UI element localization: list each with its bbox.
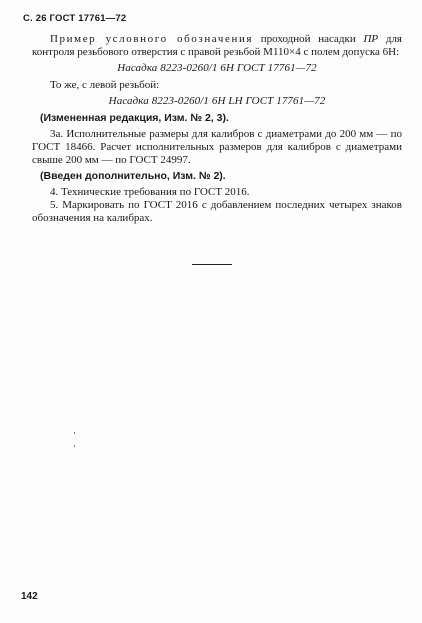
amendment-note-2: (Введен дополнительно, Изм. № 2). [40,170,226,182]
example-text: проходной насадки [253,33,364,45]
clause-4: 4. Технические требования по ГОСТ 2016. [50,186,250,198]
document-body [32,33,402,225]
left-thread-paragraph: То же, с левой резьбой: [50,79,160,91]
scan-speck [74,445,75,447]
end-divider [192,264,232,265]
designation-formula-right: Насадка 8223-0260/1 6H ГОСТ 17761—72 [117,62,317,74]
example-pr-mark: ПР [363,33,379,45]
example-text-tail: для контроля резьбового отверстия с правой резьбой М110×4 с полем допуска 6H: [32,33,402,58]
example-paragraph [32,33,402,59]
designation-formula-left: Насадка 8223-0260/1 6H LH ГОСТ 17761—72 [108,95,326,107]
scan-speck [74,432,75,434]
example-lead: Пример условного обозначения [50,33,254,45]
amendment-note-1: (Измененная редакция, Изм. № 2, 3). [40,112,229,124]
clause-3a: 3а. Исполнительные размеры для калибров с диаметрами до 200 мм — по ГОСТ 18466. Расчет исполнительных размеров для калибров с диаметрами свыше 200 мм — по ГОСТ 24997. [32,128,402,166]
page-number: 142 [21,591,38,602]
running-header: С. 26 ГОСТ 17761—72 [23,13,127,24]
clause-5: 5. Маркировать по ГОСТ 2016 с добавлением последних четырех знаков обозначения на калибрах. [32,199,402,224]
